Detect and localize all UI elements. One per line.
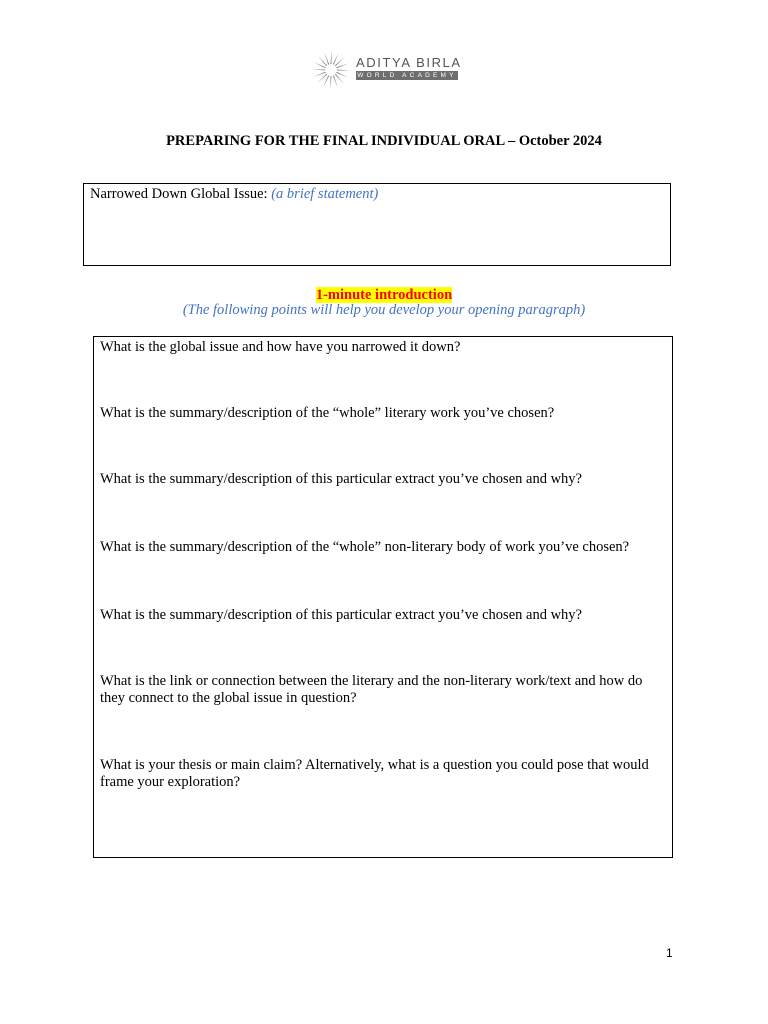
intro-heading-text: 1-minute introduction xyxy=(315,287,453,303)
global-issue-hint: (a brief statement) xyxy=(271,186,379,202)
questions-box[interactable] xyxy=(93,336,673,858)
logo-subtitle: WORLD ACADEMY xyxy=(357,72,457,79)
logo-name: ADITYA BIRLA xyxy=(356,55,462,70)
global-issue-label: Narrowed Down Global Issue: xyxy=(90,186,272,202)
question-item: What is the global issue and how have you narrowed it down? xyxy=(100,339,461,355)
sunburst-logo-icon xyxy=(311,50,351,90)
question-item: What is the summary/description of the “whole” non-literary body of work you’ve chosen? xyxy=(100,539,630,555)
school-logo xyxy=(311,50,461,90)
question-item: What is the summary/description of the “whole” literary work you’ve chosen? xyxy=(100,405,555,421)
intro-subtitle: (The following points will help you develop your opening paragraph) xyxy=(182,302,586,318)
page-number: 1 xyxy=(666,946,673,960)
global-issue-box[interactable] xyxy=(83,183,671,266)
page-title: PREPARING FOR THE FINAL INDIVIDUAL ORAL – October 2024 xyxy=(166,133,602,149)
question-item: What is your thesis or main claim? Alternatively, what is a question you could pose that would frame your exploration? xyxy=(100,757,649,790)
question-item: What is the summary/description of this particular extract you’ve chosen and why? xyxy=(100,471,582,487)
question-item: What is the link or connection between the literary and the non-literary work/text and how do they connect to the global issue in question? xyxy=(100,673,643,706)
question-item: What is the summary/description of this particular extract you’ve chosen and why? xyxy=(100,607,582,623)
